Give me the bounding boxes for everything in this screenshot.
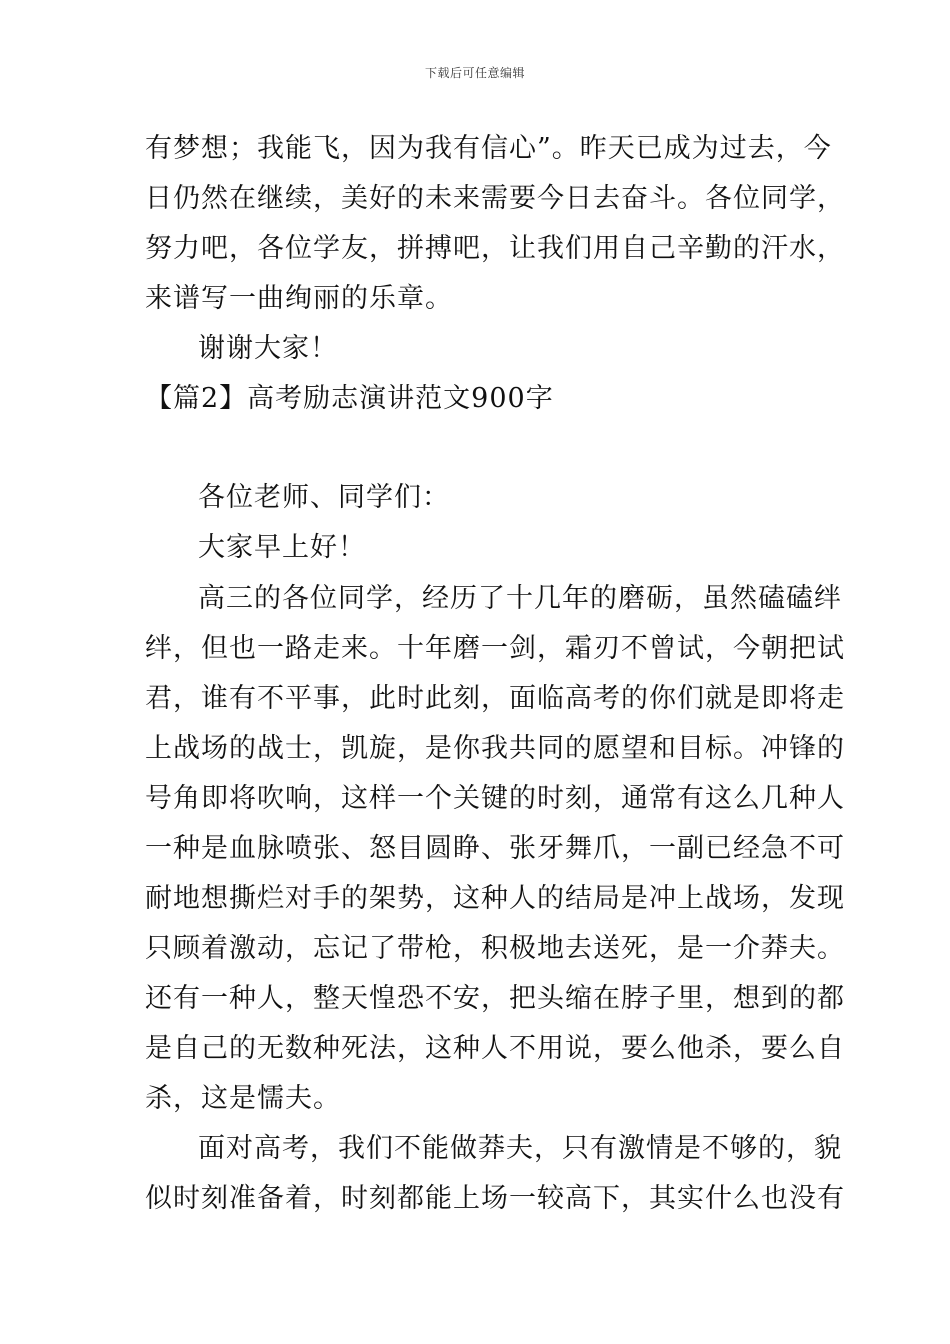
body-line: 还有一种人，整天惶恐不安，把头缩在脖子里，想到的都 [145,983,845,1014]
body-line: 只顾着激动，忘记了带枪，积极地去送死，是一介莽夫。 [145,933,845,964]
salutation-line: 各位老师、同学们： [198,482,450,513]
body-line: 日仍然在继续，美好的未来需要今日去奋斗。各位同学， [145,183,845,214]
page-header: 下载后可任意编辑 [424,66,525,80]
body-line: 面对高考，我们不能做莽夫，只有激情是不够的，貌 [198,1133,842,1164]
body-line: 上战场的战士，凯旋，是你我共同的愿望和目标。冲锋的 [145,733,845,764]
body-line: 耐地想撕烂对手的架势，这种人的结局是冲上战场，发现 [145,883,845,914]
body-line: 一种是血脉喷张、怒目圆睁、张牙舞爪，一副已经急不可 [145,833,845,864]
body-line: 杀，这是懦夫。 [145,1083,341,1114]
body-line: 绊，但也一路走来。十年磨一剑，霜刃不曾试，今朝把试 [145,633,845,664]
body-line: 君，谁有不平事，此时此刻，面临高考的你们就是即将走 [145,683,845,714]
section-heading: 【篇2】高考励志演讲范文900字 [145,383,554,414]
body-line: 高三的各位同学，经历了十几年的磨砺，虽然磕磕绊 [198,583,842,614]
body-line: 努力吧，各位学友，拼搏吧，让我们用自己辛勤的汗水， [145,233,845,264]
closing-line: 谢谢大家！ [198,333,338,364]
body-line: 似时刻准备着，时刻都能上场一较高下，其实什么也没有 [145,1183,845,1214]
body-line: 来谱写一曲绚丽的乐章。 [145,283,453,314]
body-line: 是自己的无数种死法，这种人不用说，要么他杀，要么自 [145,1033,845,1064]
greeting-line: 大家早上好！ [198,532,366,563]
body-line: 号角即将吹响，这样一个关键的时刻，通常有这么几种人 [145,783,845,814]
body-line: 有梦想；我能飞，因为我有信心”。昨天已成为过去，今 [145,133,832,164]
